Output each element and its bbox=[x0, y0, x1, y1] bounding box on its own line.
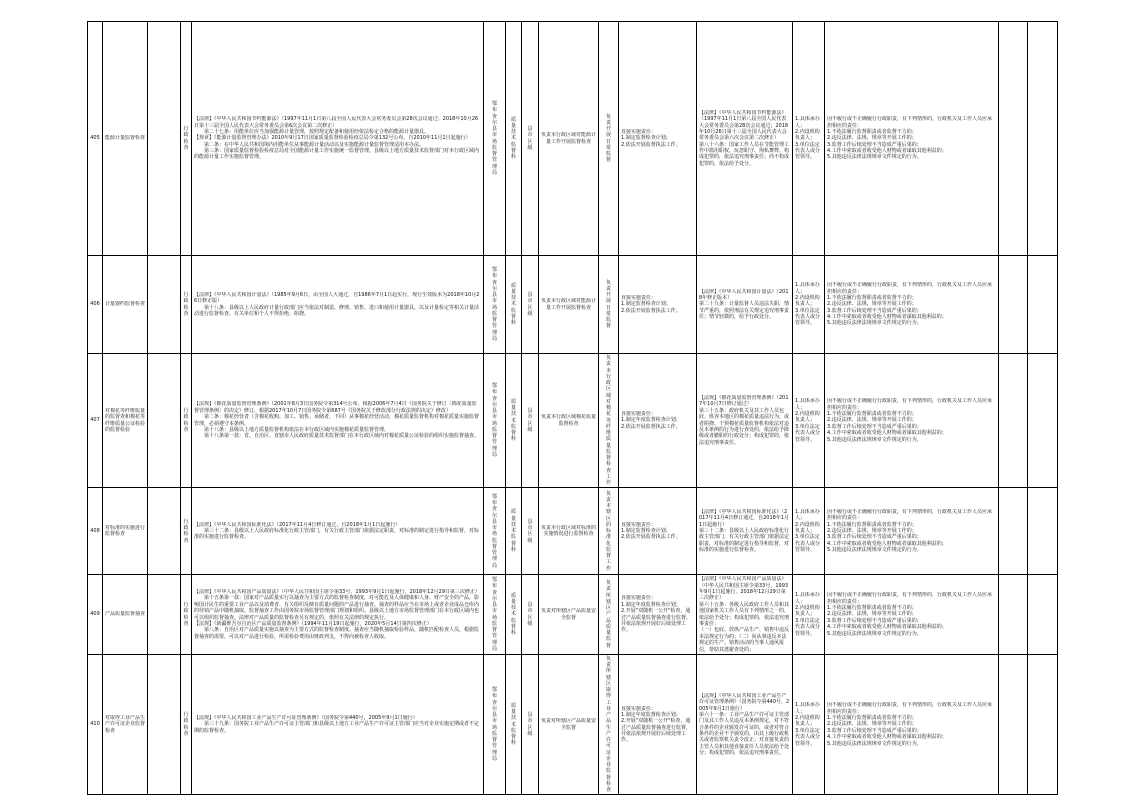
item-name: 产品质量监督抽查 bbox=[105, 611, 145, 618]
table-row bbox=[88, 575, 1058, 655]
department-cell bbox=[484, 575, 506, 655]
power-type: 行政检查 bbox=[183, 602, 189, 627]
item-name-cell bbox=[103, 654, 148, 795]
blank-cell bbox=[999, 654, 1028, 795]
legal-basis-cell bbox=[192, 654, 484, 795]
responsible-subject: 1.具体承办人； 2.内设机构负责人； 3.单位法定代表人或分管领导。 bbox=[795, 398, 821, 443]
scope-cell bbox=[539, 22, 599, 256]
legal-basis-paragraph: 第十八条：县级以上地方质量监督机构依法在本行政区域内实施棉花质量监督管理。 bbox=[204, 427, 390, 434]
duty-cell bbox=[619, 22, 697, 256]
responsible-subject-cell bbox=[793, 354, 825, 488]
blank-cell bbox=[148, 256, 181, 354]
department-cell bbox=[484, 256, 506, 354]
legal-basis bbox=[194, 715, 481, 734]
unit: 质量技术监督科 bbox=[510, 702, 516, 747]
table-row bbox=[88, 354, 1058, 488]
unit-cell bbox=[506, 22, 522, 256]
scope-cell bbox=[539, 488, 599, 575]
unit: 质量技术监督科 bbox=[510, 282, 516, 327]
accountability-law: 【法律】《中华人民共和国计量法》（2018年修正版本） 第二十九条：计量监督人员违法失职，情节严重的，依照刑法有关规定追究刑事责任；情节轻微的，给予行政处分。 bbox=[699, 288, 790, 321]
duty-subject-cell bbox=[599, 256, 619, 354]
legal-basis-paragraph: 第十五条第一款：国家对产品质量实行以抽查为主要方式的监督检查制度，对可能危及人体健康和人身、财产安全的产品，影响国计民生的重要工业产品以及消费者、有关组织反映有质量问题的产品进行抽查。抽查的样品应当在市场上或者企业成品仓库内的待销产品中随机抽取。监督抽查工作由国务院市场监督管理部门规划和组织。县级以上地方市场监督管理部门在本行政区域内也可以组织监督抽查。法律对产品质量的监督检查另有规定的，依照有关法律的规定执行。 bbox=[194, 595, 480, 621]
item-name-cell bbox=[103, 354, 148, 488]
duty-subject: 负责开展日常监督 bbox=[605, 113, 611, 164]
row-number-cell bbox=[88, 256, 103, 354]
row-number-cell bbox=[88, 654, 103, 795]
department: 鄂布查尔县市场监督管理局 bbox=[491, 493, 497, 569]
accountability-law: 【法规】《棉花质量监督管理条例》（2017年10月7日修订通过） 第三十五条：政府机关及其工作人员包庇、纵容本地区的棉花质量违法行为，或者阻挠、干预棉花质量监督机构依法对违反本条例的行为进行查处的，依法给予降级或者撤职的行政处分；构成犯罪的，依法追究刑事责任。 bbox=[699, 395, 790, 446]
responsible-subject: 1.具体承办人； 2.内设机构负责人； 3.单位法定代表人或分管领导。 bbox=[795, 592, 821, 637]
legal-basis-paragraph: 【法规】《新疆维吾尔自治区产品质量监督条例》（1994年11月19日起施行，2020年5月14日第四次修正） bbox=[194, 620, 432, 627]
scope-cell bbox=[539, 654, 599, 795]
accountability-law: 【法律】《中华人民共和国节约能源法》（1997年11月1日第八届全国人民代表大会常务委员会第28次会议通过；2018年10月26日第十三届全国人民代表大会常务委员会第六次会议第二次修正） 第八十六条：国家工作人员在节能管理工作中滥用职权、玩忽职守、徇私舞弊，构成犯罪的，依法追究刑事责任；尚不构成犯罪的，依法给予处分。 bbox=[699, 109, 790, 167]
legal-basis-paragraph: 【法律】《中华人民共和国计量法》（1985年9月6日，由全国人大通过，自1986年7月1日起实行，现行生效版本为2018年10月26日修正版） bbox=[194, 291, 480, 305]
unit: 质量技术监督科 bbox=[510, 509, 516, 553]
department: 鄂布查尔县市场监督管理局 bbox=[491, 577, 497, 652]
legal-basis bbox=[194, 292, 481, 318]
blank-cell bbox=[1028, 256, 1058, 354]
blank-cell bbox=[1028, 575, 1058, 655]
table-row bbox=[88, 654, 1058, 795]
department: 鄂布查尔县市场监督管理局 bbox=[491, 687, 497, 762]
level: 县市区级 bbox=[527, 602, 533, 627]
row-number: 407 bbox=[90, 417, 100, 424]
legal-basis-paragraph: 第八条：自治区对产品质量实施以抽查为主要方式的监督检查制度。抽查应当随机抽取检验样品，随机匹配检查人员，根据监督抽查的需要，可以对产品进行检验，所需检验费用由财政列支，不得向被检查人收取。 bbox=[194, 627, 480, 640]
blank-cell bbox=[148, 354, 181, 488]
row-number: 410 bbox=[90, 721, 100, 728]
unit-cell bbox=[506, 354, 522, 488]
exemption-clause-cell bbox=[825, 354, 999, 488]
level-cell bbox=[522, 654, 539, 795]
scope: 负责本行政区域对标准的实施情况进行监督检查 bbox=[541, 524, 596, 538]
level: 县市区级 bbox=[527, 712, 533, 737]
exemption-clause-cell bbox=[825, 654, 999, 795]
row-number-cell bbox=[88, 488, 103, 575]
legal-basis-paragraph: 【法律】《中华人民共和国节约能源法》（1997年11月1日第八届全国人民代表大会常务委员会第28次会议通过；2018年10月26日第十三届全国人民代表大会常务委员会第6次会议第二次修正） bbox=[194, 116, 479, 129]
legal-basis-cell bbox=[192, 22, 484, 256]
legal-basis-cell bbox=[192, 575, 484, 655]
exemption-clause: 因不履行或不正确履行行政职责，有下列情形的，行政机关及工作人员应承担相应的责任： 1.不依法履行监督职责或者监督不力的； 2.违反法律、法规、规章等开展工作的； 3.监督工作后续处理不当造成严重后果的； 4.工作中索取或者收受他人财物或者谋取其他利益的； 5.其他违反法律法规规章文件规定的行为。 bbox=[827, 398, 993, 443]
duty-subject-cell bbox=[599, 22, 619, 256]
legal-basis-paragraph: 第十八条：县级以上人民政府计量行政部门应当依法对制造、修理、销售、进口和使用计量器具，以及计量检定等相关计量活动进行监督检查。有关单位和个人不得拒绝、阻挠。 bbox=[194, 304, 480, 317]
level: 县市区级 bbox=[527, 292, 533, 317]
scope: 负责本行政区域棉花质量监督检查 bbox=[541, 414, 596, 427]
exemption-clause: 因不履行或不正确履行行政职责，有下列情形的，行政机关及工作人员应承担相应的责任： 1.不依法履行监督职责或者监督不力的； 2.违反法律、法规、规章等开展工作的； 3.监督工作后续处理不当造成严重后果的； 4.工作中索取或者收受他人财物或者谋取其他利益的； 5.其他违反法律法规规章文件规定的行为。 bbox=[827, 702, 993, 747]
exemption-clause-cell bbox=[825, 22, 999, 256]
scope-cell bbox=[539, 354, 599, 488]
responsible-subject: 1.具体承办人； 2.内设机构负责人； 3.单位法定代表人或分管领导。 bbox=[795, 282, 821, 327]
responsible-subject-cell bbox=[793, 22, 825, 256]
legal-basis-paragraph: 【法律】《中华人民共和国标准化法》（2017年11月4日修订通过，自2018年1月1日起施行） bbox=[194, 521, 401, 528]
blank-cell bbox=[148, 575, 181, 655]
duty-subject: 负责所辖区产品质量监督 bbox=[605, 580, 611, 649]
duty-cell bbox=[619, 354, 697, 488]
level: 县市区级 bbox=[527, 408, 533, 433]
department-cell bbox=[484, 22, 506, 256]
accountability-law: 【法律】《中华人民共和国标准化法》（2017年11月4日修订通过，自2018年1月1日起施行） 第三十二条：县级以上人民政府标准化行政主管部门，有关行政主管部门依据法定职责，对标准的制定进行指导和监督，对标准的实施进行监督检查。 bbox=[699, 508, 790, 554]
exemption-clause-cell bbox=[825, 488, 999, 575]
row-number-cell bbox=[88, 575, 103, 655]
row-number: 408 bbox=[90, 528, 100, 535]
blank-cell bbox=[1028, 354, 1058, 488]
legal-basis-paragraph: 第三十九条：国务院工业产品生产许可证主管部门和县级以上地方工业产品生产许可证主管部门应当对企业实施定期或者不定期的监督检查。 bbox=[194, 721, 480, 734]
accountability-law-cell bbox=[697, 256, 793, 354]
blank-cell bbox=[148, 654, 181, 795]
item-name-cell bbox=[103, 22, 148, 256]
unit-cell bbox=[506, 256, 522, 354]
row-number: 406 bbox=[90, 301, 100, 308]
level-cell bbox=[522, 256, 539, 354]
duty-cell bbox=[619, 488, 697, 575]
responsible-subject-cell bbox=[793, 654, 825, 795]
power-type: 行政检查 bbox=[183, 126, 189, 151]
duty: 直接实施责任： 1.制定年度监督检查计划； 2.开展"双随机一公开"检查，通过产品质量监督抽查进行监督，并依法依规开展好后续处理工作。 bbox=[621, 705, 692, 744]
scope: 负责本行政区域对能源计量工作开展监督检查 bbox=[541, 132, 596, 145]
scope: 负责对所辖区产品质量安全监督 bbox=[541, 608, 596, 621]
blank-cell bbox=[1028, 488, 1058, 575]
level-cell bbox=[522, 488, 539, 575]
blank-cell bbox=[999, 256, 1028, 354]
duty-cell bbox=[619, 654, 697, 795]
duty-subject: 负责开展日常监督 bbox=[605, 279, 611, 330]
table-row bbox=[88, 22, 1058, 256]
legal-basis-paragraph: 第三条：国家质量监督检验检疫总局对全国能源计量工作实施统一监督管理。县级以上地方质量技术监督部门对本行政区域内的能源计量工作实施监督管理。 bbox=[194, 148, 480, 161]
power-type-cell bbox=[181, 575, 192, 655]
power-type-cell bbox=[181, 488, 192, 575]
exemption-clause: 因不履行或不正确履行行政职责，有下列情形的，行政机关及工作人员应承担相应的责任： 1.不依法履行监督职责或者监督不力的； 2.违反法律、法规、规章等开展工作的； 3.监督工作后续处理不当造成严重后果的； 4.工作中索取或者收受他人财物或者谋取其他利益的； 5.其他违反法律法规规章文件规定的行为。 bbox=[827, 282, 993, 327]
power-list-table bbox=[87, 21, 1058, 795]
power-type-cell bbox=[181, 654, 192, 795]
table-row bbox=[88, 488, 1058, 575]
duty: 直接实施责任： 1.制定监督检查计划； 2.依法开展监督执法工作。 bbox=[621, 521, 681, 541]
blank-cell bbox=[148, 488, 181, 575]
blank-cell bbox=[1028, 22, 1058, 256]
scope-cell bbox=[539, 256, 599, 354]
duty-subject: 负责本辖区的标准化监督工作 bbox=[605, 490, 611, 572]
accountability-law-cell bbox=[697, 22, 793, 256]
exemption-clause-cell bbox=[825, 575, 999, 655]
department: 鄂布查尔县市场监督管理局 bbox=[491, 267, 497, 342]
item-name-cell bbox=[103, 488, 148, 575]
accountability-law-cell bbox=[697, 654, 793, 795]
department-cell bbox=[484, 488, 506, 575]
row-number-cell bbox=[88, 22, 103, 256]
department-cell bbox=[484, 354, 506, 488]
duty-cell bbox=[619, 575, 697, 655]
level-cell bbox=[522, 354, 539, 488]
legal-basis-paragraph: 【法规】《棉花质量监督管理条例》（2001年8月3日国务院令第314号公布，根据2006年7月4日《国务院关于修订〈棉花质量监督管理条例〉的决定》修订，根据2017年10月7日国务院令第687号《国务院关于修改部分行政法规的决定》修改） bbox=[194, 401, 477, 414]
blank-cell bbox=[999, 575, 1028, 655]
item-name: 计量器约监督检查 bbox=[105, 301, 145, 308]
duty-cell bbox=[619, 256, 697, 354]
duty-subject-cell bbox=[599, 654, 619, 795]
power-type: 行政检查 bbox=[183, 518, 189, 544]
duty: 直接实施责任： 1.制定监督检查计划； 2.依法开展监督执法工作。 bbox=[621, 128, 681, 148]
blank-cell bbox=[148, 22, 181, 256]
power-type: 行政检查 bbox=[183, 408, 189, 433]
legal-basis-paragraph: 第二十七条：用能单位应当加强能源计量管理，按照规定配备和使用经依法检定合格的能源计量器具。 bbox=[204, 128, 430, 135]
duty-subject-cell bbox=[599, 488, 619, 575]
duty: 直接实施责任： 1.制定监督检查计划； 2.依法开展监督执法工作。 bbox=[621, 294, 681, 314]
legal-basis bbox=[194, 522, 481, 541]
blank-cell bbox=[999, 488, 1028, 575]
legal-basis-cell bbox=[192, 256, 484, 354]
exemption-clause-cell bbox=[825, 256, 999, 354]
power-type-cell bbox=[181, 256, 192, 354]
accountability-law: 【法规】《中华人民共和国工业产品生产许可证管理条例》（国务院令第440号，2005年9月1日施行） 第六十一条：工业产品生产许可证主管部门及其工作人员违反本条例规定，对不符合条件的企业颁发许可证的，或者对符合条件的企业不予颁发的，由其上级行政机关或者监察机关责令改正；对直接负责的主管人员和其他直接责任人员依法给予处分；构成犯罪的，依法追究刑事责任。 bbox=[699, 692, 790, 757]
legal-basis-paragraph: 第十八条第一款：省、自治区、直辖市人民政府质量技术监督部门在本行政区域内对棉花质量公证检验的组织实施监督抽查。 bbox=[204, 433, 480, 440]
department: 鄂布查尔县市场监督管理局 bbox=[491, 101, 497, 176]
department-cell bbox=[484, 654, 506, 795]
blank-cell bbox=[1028, 654, 1058, 795]
unit: 质量技术监督科 bbox=[510, 398, 516, 443]
unit: 质量技术监督科 bbox=[510, 116, 516, 161]
legal-basis-paragraph: 【规章】《能源计量监督管理办法》2010年9月17日国家质量监督检验检疫总局令第132号公布，自2010年11月1日起施行） bbox=[194, 135, 471, 142]
scope: 负责本行政区域对能源计量工作开展监督检查 bbox=[541, 298, 596, 311]
responsible-subject: 1.具体承办人； 2.内设机构负责人； 3.单位法定代表人或分管领导。 bbox=[795, 702, 821, 747]
item-name: 能源计量监督检查 bbox=[105, 135, 145, 142]
duty-subject-cell bbox=[599, 575, 619, 655]
row-number: 405 bbox=[90, 135, 100, 142]
table-row bbox=[88, 256, 1058, 354]
item-name-cell bbox=[103, 256, 148, 354]
legal-basis-paragraph: 第三十二条：县级以上人民政府标准化行政主管部门，有关行政主管部门依据法定职责，对标准的制定进行指导和监督，对标准的实施进行监督检查。 bbox=[194, 528, 480, 541]
duty-subject: 负责本行政区域对棉花等纤维质量监督检查工作 bbox=[605, 355, 611, 486]
responsible-subject: 1.具体承办人； 2.内设机构负责人； 3.单位法定代表人或分管领导。 bbox=[795, 508, 821, 554]
legal-basis-paragraph: 第二条：在中华人民共和国境内用能单位从事能源计量活动以及实施能源计量监督管理适用本办法。 bbox=[204, 141, 425, 148]
legal-basis-cell bbox=[192, 488, 484, 575]
item-name: 对棉花等纤维质量的监督查和棉花等纤维质量公证检验的监督检验 bbox=[105, 407, 145, 434]
unit-cell bbox=[506, 575, 522, 655]
duty-subject: 负责所辖区取得工业产品生产许可证企业监督检查 bbox=[605, 655, 611, 794]
row-number: 409 bbox=[90, 611, 100, 618]
legal-basis-cell bbox=[192, 354, 484, 488]
legal-basis bbox=[194, 589, 481, 640]
item-name: 对标准的实施进行监督检查 bbox=[105, 524, 145, 538]
duty: 直接实施责任： 1.制定年度监督检查计划； 2.开展"双随机一公开"检查，通过产品质量监督抽查进行监督，并依法依规开展好后续处理工作。 bbox=[621, 595, 692, 634]
item-name: 对取得工业产品生产许可证企业监督检查 bbox=[105, 715, 145, 734]
power-type-cell bbox=[181, 22, 192, 256]
accountability-law-cell bbox=[697, 354, 793, 488]
responsible-subject-cell bbox=[793, 575, 825, 655]
legal-basis-paragraph: 【法规】《中华人民共和国工业产品生产许可证管理条例》（国务院令第440号，2005年9月1日施行） bbox=[194, 715, 418, 722]
power-type-cell bbox=[181, 354, 192, 488]
legal-basis bbox=[194, 116, 481, 161]
responsible-subject: 1.具体承办人； 2.内设机构负责人； 3.单位法定代表人或分管领导。 bbox=[795, 116, 821, 161]
legal-basis-paragraph: 第二条：棉花经营者（含棉花收购、加工、销售、承储者，下同）从事棉花经营活动，棉花质量监督机构对棉花质量实施监督管理，必须遵守本条例。 bbox=[194, 414, 480, 427]
unit: 质量技术监督科 bbox=[510, 592, 516, 637]
department: 鄂布查尔县市场监督管理局 bbox=[491, 383, 497, 458]
exemption-clause: 因不履行或不正确履行行政职责，有下列情形的，行政机关及工作人员应承担相应的责任： 1.不依法履行监督职责或者监督不力的； 2.违反法律、法规、规章等开展工作的； 3.监督工作后续处理不当造成严重后果的； 4.工作中索取或者收受他人财物或者谋取其他利益的； 5.其他违反法律法规规章文件规定的行为。 bbox=[827, 592, 993, 637]
scope-cell bbox=[539, 575, 599, 655]
exemption-clause: 因不履行或不正确履行行政职责，有下列情形的，行政机关及工作人员应承担相应的责任： 1.不依法履行监督职责或者监督不力的； 2.违反法律、法规、规章等开展工作的； 3.监督工作后续处理不当造成严重后果的； 4.工作中索取或者收受他人财物或者谋取其他利益的； 5.其他违反法律法规规章文件规定的行为。 bbox=[827, 508, 993, 554]
legal-basis bbox=[194, 401, 481, 439]
duty-subject-cell bbox=[599, 354, 619, 488]
accountability-law-cell bbox=[697, 488, 793, 575]
level-cell bbox=[522, 575, 539, 655]
level: 县市区级 bbox=[527, 518, 533, 544]
responsible-subject-cell bbox=[793, 488, 825, 575]
item-name-cell bbox=[103, 575, 148, 655]
unit-cell bbox=[506, 488, 522, 575]
row-number-cell bbox=[88, 354, 103, 488]
unit-cell bbox=[506, 654, 522, 795]
accountability-law: 【法律】《中华人民共和国产品质量法》（中华人民共和国主席令第33号，1993年9月1日起施行，2018年12月29日第三次修正） 第六十五条：各级人民政府工作人员和其他国家机关工作人员有下列情形之一的，依法给予处分；构成犯罪的，依法追究刑事责任： （一）包庇、放纵产品生产、销售中违反本法规定行为的；（二）向从事违反本法规定的生产、销售活动的当事人通风报信，帮助其逃避查处的； bbox=[699, 576, 790, 653]
level-cell bbox=[522, 22, 539, 256]
power-type: 行政检查 bbox=[183, 292, 189, 317]
legal-basis-paragraph: 【法律】《中华人民共和国产品质量法》（中华人民共和国主席令第33号，1993年9月1日起施行，2018年12月29日第三次修正） bbox=[194, 589, 480, 596]
blank-cell bbox=[999, 354, 1028, 488]
exemption-clause: 因不履行或不正确履行行政职责，有下列情形的，行政机关及工作人员应承担相应的责任： 1.不依法履行监督职责或者监督不力的； 2.违反法律、法规、规章等开展工作的； 3.监督工作后续处理不当造成严重后果的； 4.工作中索取或者收受他人财物或者谋取其他利益的； 5.其他违反法律法规规章文件规定的行为。 bbox=[827, 116, 993, 161]
accountability-law-cell bbox=[697, 575, 793, 655]
power-type: 行政检查 bbox=[183, 712, 189, 737]
responsible-subject-cell bbox=[793, 256, 825, 354]
level: 县市区级 bbox=[527, 126, 533, 151]
blank-cell bbox=[999, 22, 1028, 256]
duty: 直接实施责任： 1.制定年度监督检查计划； 2.依法开展监督执法工作。 bbox=[621, 411, 681, 430]
scope: 负责对所辖区产品质量安全监督 bbox=[541, 718, 596, 731]
